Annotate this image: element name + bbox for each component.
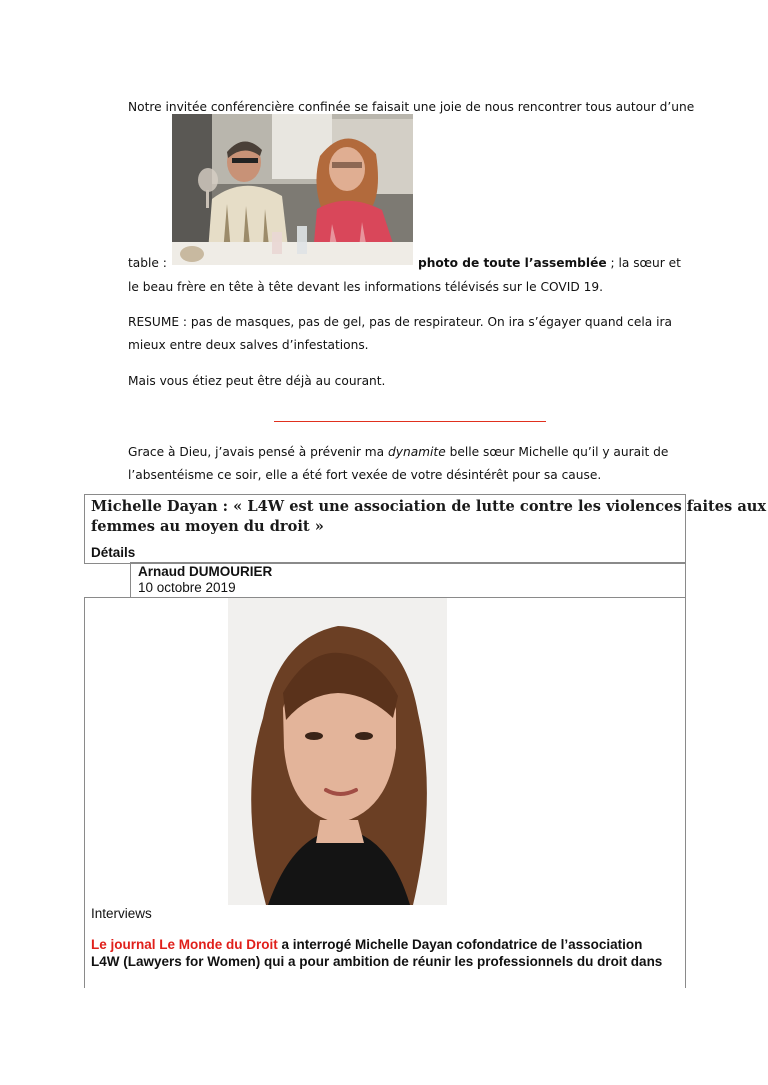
section-divider	[274, 421, 546, 422]
aside-text: Mais vous étiez peut être déjà au courant.	[128, 374, 386, 388]
family-dinner-photo	[172, 114, 413, 265]
author-name: Arnaud DUMOURIER	[138, 564, 273, 579]
article-title-line-1: Michelle Dayan : « L4W est une association de lutte contre les violences faites aux	[91, 498, 767, 515]
article-category: Interviews	[91, 906, 152, 921]
intro-line-3: le beau frère en tête à tête devant les informations télévisés sur le COVID 19.	[128, 280, 603, 294]
table-label: table :	[128, 256, 167, 270]
grace-line-1-start: Grace à Dieu, j’avais pensé à prévenir ma	[128, 445, 389, 459]
intro-line-1: Notre invitée conférencière confinée se faisait une joie de nous rencontrer tous autour d’une	[128, 100, 695, 114]
article-body	[91, 936, 662, 970]
article-title	[91, 497, 766, 537]
article-body-line-1	[91, 936, 662, 953]
grace-line-1	[128, 444, 668, 460]
article-body-line-2: L4W (Lawyers for Women) qui a pour ambition de réunir les professionnels du droit dans	[91, 954, 663, 969]
source-link[interactable]: Le journal Le Monde du Droit	[91, 937, 278, 952]
resume-line-2: mieux entre deux salves d’infestations.	[128, 338, 369, 352]
grace-dynamite: dynamite	[388, 445, 446, 459]
article-date: 10 octobre 2019	[138, 580, 236, 595]
grace-line-2: l’absentéisme ce soir, elle a été fort vexée de votre désintérêt pour sa cause.	[128, 468, 602, 482]
article-body-line-1-rest: a interrogé Michelle Dayan cofondatrice de l’association	[277, 937, 643, 952]
details-label: Détails	[91, 545, 136, 560]
michelle-dayan-portrait	[228, 598, 447, 905]
grace-line-1-end: belle sœur Michelle qu’il y aurait de	[445, 445, 669, 459]
resume-line-1: RESUME : pas de masques, pas de gel, pas de respirateur. On ira s’égayer quand cela ira	[128, 315, 672, 329]
photo-caption-bold: photo de toute l’assemblée	[418, 256, 607, 270]
photo-caption	[418, 255, 681, 271]
photo-caption-rest: ; la sœur et	[606, 256, 681, 270]
article-title-line-2: femmes au moyen du droit »	[91, 518, 324, 535]
